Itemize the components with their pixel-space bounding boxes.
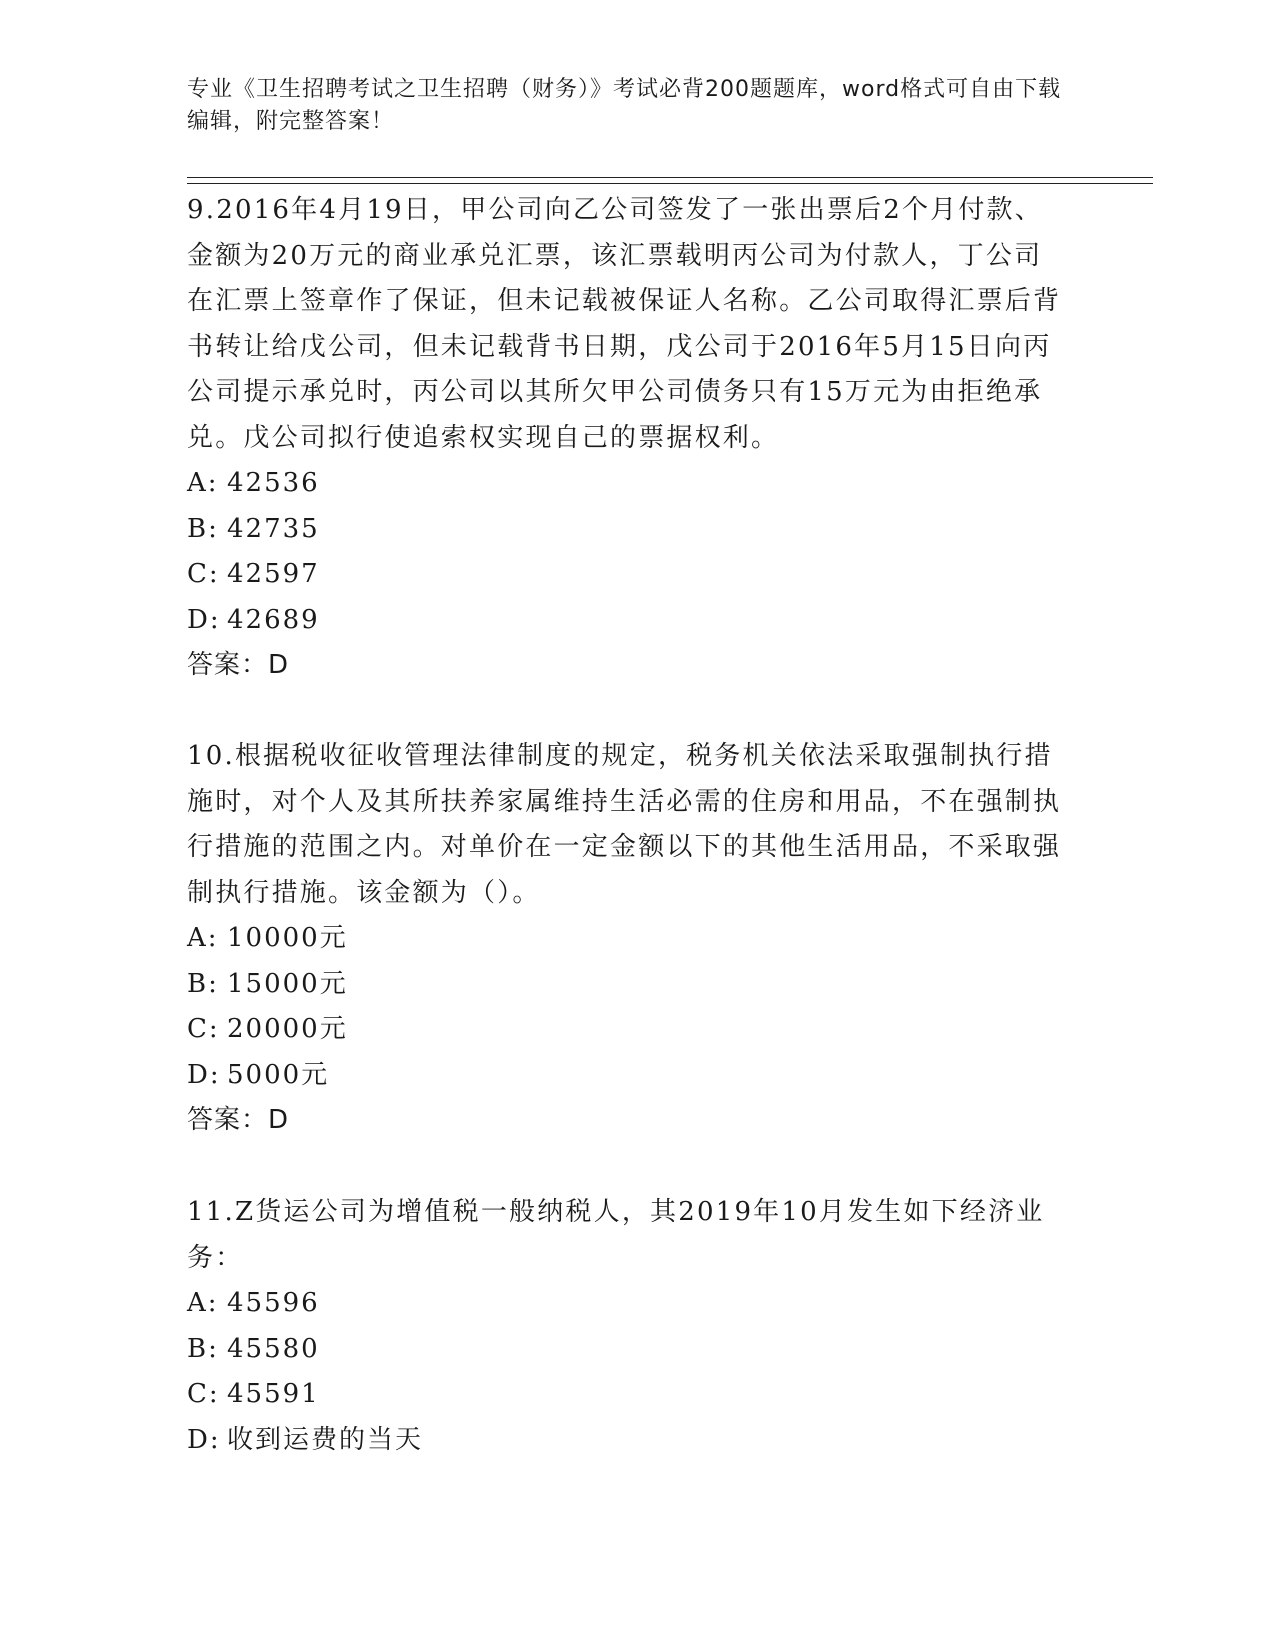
- option-d: [187, 1418, 1067, 1464]
- option-text: 42689: [227, 604, 320, 635]
- option-text: 42735: [227, 513, 320, 544]
- option-text: 45591: [227, 1379, 320, 1409]
- answer-label: 答案：D: [187, 1105, 290, 1135]
- option-letter: A:: [187, 923, 219, 953]
- option-letter: C:: [187, 1379, 220, 1409]
- option-letter: C:: [187, 1014, 220, 1044]
- option-text: 45580: [227, 1333, 320, 1364]
- option-text: 42536: [227, 468, 320, 498]
- option-b: [187, 507, 1067, 553]
- option-letter: C:: [187, 559, 220, 589]
- option-letter: D:: [187, 1059, 221, 1090]
- option-c: [187, 1372, 1067, 1418]
- option-text: 42597: [227, 559, 320, 589]
- header-divider-bottom: [187, 183, 1153, 184]
- option-text: 45596: [227, 1288, 320, 1318]
- option-b: [187, 1327, 1067, 1373]
- question-9: [187, 188, 1067, 689]
- option-text: 10000元: [227, 923, 348, 953]
- question-10: [187, 734, 1067, 1144]
- option-text: 5000元: [227, 1059, 330, 1090]
- option-d: [187, 598, 1067, 644]
- option-c: [187, 1007, 1067, 1053]
- option-letter: D:: [187, 604, 221, 635]
- question-stem: 9.2016年4月19日，甲公司向乙公司签发了一张出票后2个月付款、金额为20万元的商业承兑汇票，该汇票载明丙公司为付款人，丁公司在汇票上签章作了保证，但未记载被保证人名称。乙公司取得汇票后背书转让给戊公司，但未记载背书日期，戊公司于2016年5月15日向丙公司提示承兑时，丙公司以其所欠甲公司债务只有15万元为由拒绝承兑。戊公司拟行使追索权实现自己的票据权利。: [187, 195, 1062, 453]
- option-c: [187, 552, 1067, 598]
- header-divider-top: [187, 177, 1153, 178]
- option-letter: B:: [187, 513, 219, 544]
- option-letter: A:: [187, 1288, 219, 1318]
- question-stem: 11.Z货运公司为增值税一般纳税人，其2019年10月发生如下经济业务：: [187, 1197, 1045, 1273]
- option-b: [187, 962, 1067, 1008]
- question-11: [187, 1190, 1067, 1463]
- option-d: [187, 1053, 1067, 1099]
- option-text: 收到运费的当天: [227, 1424, 424, 1455]
- answer-label: 答案：D: [187, 650, 290, 680]
- option-letter: D:: [187, 1424, 221, 1455]
- option-a: [187, 1281, 1067, 1327]
- option-a: [187, 916, 1067, 962]
- option-text: 15000元: [227, 968, 348, 999]
- option-letter: A:: [187, 468, 219, 498]
- option-letter: B:: [187, 968, 219, 999]
- option-a: [187, 461, 1067, 507]
- document-header: 专业《卫生招聘考试之卫生招聘（财务）》考试必背200题题库，word格式可自由下载编辑，附完整答案！: [187, 77, 1062, 134]
- question-stem: 10.根据税收征收管理法律制度的规定，税务机关依法采取强制执行措施时，对个人及其所扶养家属维持生活必需的住房和用品，不在强制执行措施的范围之内。对单价在一定金额以下的其他生活用品，不采取强制执行措施。该金额为（）。: [187, 741, 1062, 908]
- option-letter: B:: [187, 1333, 219, 1364]
- option-text: 20000元: [227, 1014, 348, 1044]
